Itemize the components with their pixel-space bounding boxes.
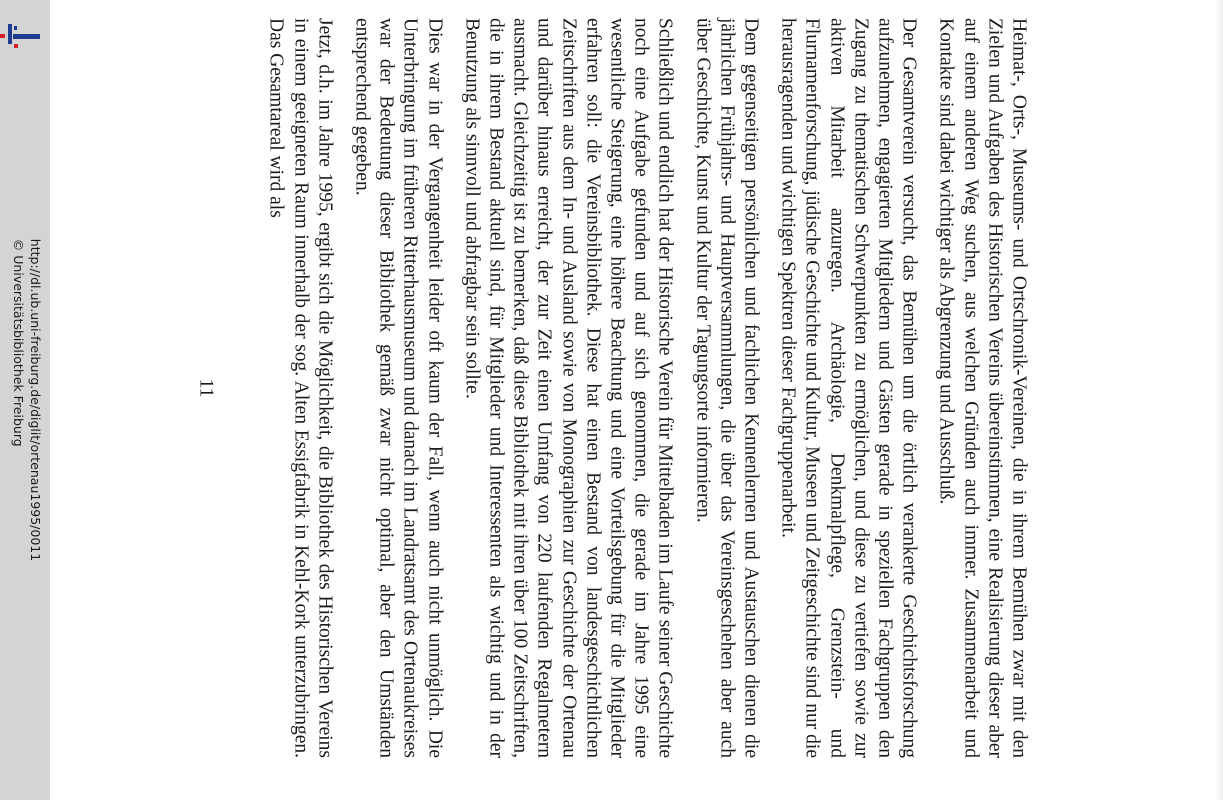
paragraph: Der Gesamtverein versucht, das Bemühen um die örtlich verankerte Geschichtsforschung aufzunehmen, engagierten Mitgliedern und Gästen gerade in speziellen Fachgruppen den Zugang zu thematischen Schwerpunkten zu ermöglichen, und diese zu vertiefen sowie zur aktiven Mitarbeit anzuregen. Archäologie, Denkmalpflege, Grenzstein- und Flurnamenforschung, jüdische Geschichte und Kultur, Museen und Zeitgeschichte sind nur die herausragenden und wichtigen Spektren dieser Fachgruppenarbeit.	[777, 18, 920, 758]
paragraph: Dem gegenseitigen persönlichen und fachlichen Kennenlernen und Austauschen dienen die jährlichen Frühjahrs- und Hauptversammlungen, die über das Vereinsgeschehen aber auch über Geschichte, Kunst und Kultur der Tagungsorte informieren.	[692, 18, 762, 758]
paragraph: Dies war in der Vergangenheit leider oft kaum der Fall, wenn auch nicht unmöglich. Die Unterbringung im früheren Ritterhausmuseum und danach im Landratsamt des Ortenaukreises war der Bedeutung dieser Bibliothek gemäß zwar nicht optimal, aber den Umständen entsprechend gegeben.	[351, 18, 446, 758]
source-url[interactable]: http://dl.ub.uni-freiburg.de/diglit/ortenau1995/0011	[28, 238, 43, 562]
source-info	[10, 239, 44, 561]
paragraph: Schließlich und endlich hat der Historische Verein für Mittelbaden im Laufe seiner Geschichte noch eine Aufgabe gefunden und auf sich genommen, die gerade im Jahre 1995 eine wesentliche Steigerung, eine höhere Beachtung und eine Vorteilsgebung für die Mitglieder erfahren soll: die Vereinsbibliothek. Diese hat einen Bestand von landesgeschichtlichen Zeitschriften aus dem In- und Ausland sowie von Monographien zur Geschichte der Ortenau und darüber hinaus erreicht, der zur Zeit einen Umfang von 220 laufenden Regalmetern ausmacht. Gleichzeitig ist zu bemerken, daß diese Bibliothek mit ihren über 100 Zeitschriften, die in ihrem Bestand aktuell sind, für Mitglieder und Interessenten als wichtig und in der Benutzung als sinnvoll und abfragbar sein sollte.	[461, 18, 676, 758]
page-edge	[1215, 0, 1223, 800]
copyright-notice: © Universitätsbibliothek Freiburg	[11, 238, 26, 447]
paragraph: Heimat-, Orts-, Museums- und Ortschronik-Vereinen, die in ihrem Bemühen zwar mit den Zielen und Aufgaben des Historischen Vereins übereinstimmen, eine Realisierung dieser aber auf einem anderen Weg suchen, aus welchen Gründen auch immer. Zusammenarbeit und Kontakte sind dabei wichtiger als Abgrenzung und Ausschluß.	[935, 18, 1030, 758]
ub-freiburg-logo-icon[interactable]	[0, 22, 44, 52]
page-number: 11	[195, 378, 217, 398]
scanned-page	[193, 18, 1030, 758]
paragraph: Jetzt, d.h. im Jahre 1995, ergibt sich die Möglichkeit, die Bibliothek des Historischen Vereins in einem geeigneten Raum innerhalb der sog. Alten Essigfabrik in Kehl-Kork unterzubringen. Das Gesamtareal wird als	[265, 18, 336, 758]
